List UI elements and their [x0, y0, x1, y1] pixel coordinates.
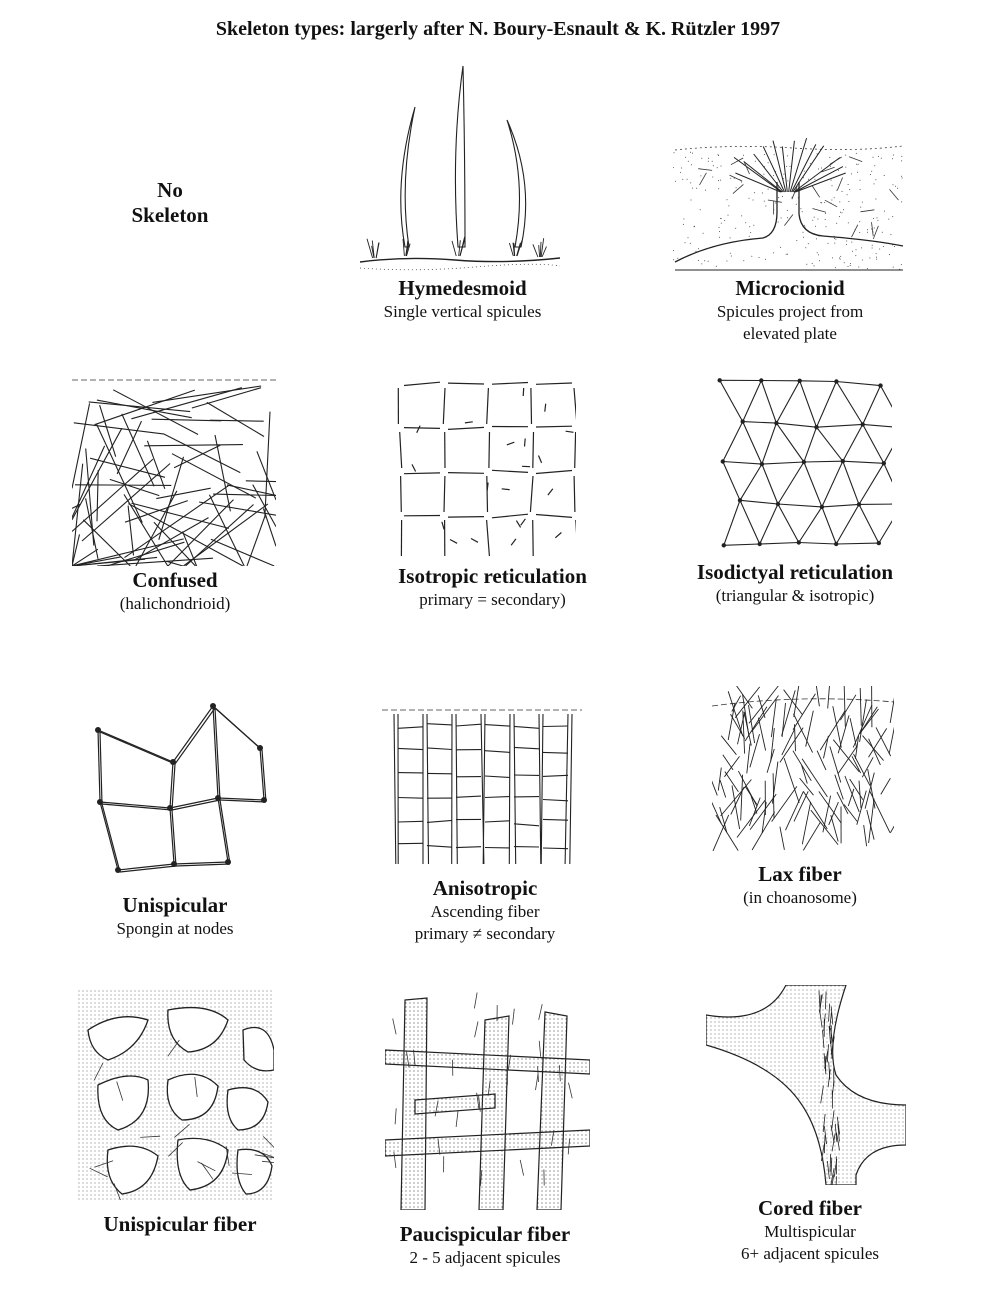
anisotropic-illustration	[382, 704, 582, 868]
caption-title: Isotropic reticulation	[398, 564, 587, 588]
caption-sub2: primary ≠ secondary	[414, 924, 556, 943]
cored-fiber-caption	[690, 1196, 930, 1265]
confused-caption	[60, 568, 290, 615]
caption-sub1: Single vertical spicules	[383, 302, 542, 321]
caption-title-line2: Skeleton	[131, 203, 209, 227]
paucispicular-fiber-caption	[360, 1222, 610, 1269]
caption-title: Cored fiber	[757, 1196, 862, 1220]
caption-title: No	[157, 178, 183, 202]
lax-fiber-illustration	[712, 686, 894, 858]
caption-sub1: primary = secondary)	[419, 590, 566, 609]
caption-title: Hymedesmoid	[398, 276, 527, 300]
cored-fiber-illustration	[706, 985, 906, 1185]
caption-sub2: elevated plate	[743, 324, 837, 343]
caption-title: Unispicular fiber	[103, 1212, 257, 1236]
caption-title: Microcionid	[735, 276, 845, 300]
caption-title: Paucispicular fiber	[399, 1222, 571, 1246]
caption-sub2: 6+ adjacent spicules	[741, 1244, 879, 1263]
caption-sub1: Spongin at nodes	[116, 919, 234, 938]
isotropic-reticulation-caption	[360, 564, 625, 611]
hymedesmoid-illustration	[355, 62, 565, 277]
no-skeleton-caption	[110, 178, 230, 228]
caption-sub1: Ascending fiber	[430, 902, 540, 921]
caption-title: Unispicular	[122, 893, 228, 917]
paucispicular-fiber-illustration	[385, 990, 590, 1210]
isodictyal-reticulation-caption	[670, 560, 920, 607]
confused-illustration	[72, 376, 276, 566]
caption-title: Confused	[132, 568, 218, 592]
page-title: Skeleton types: largerly after N. Boury-Esnault & K. Rützler 1997	[215, 18, 781, 40]
unispicular-caption	[60, 893, 290, 940]
caption-sub1: 2 - 5 adjacent spicules	[409, 1248, 561, 1267]
caption-sub1: (triangular & isotropic)	[715, 586, 875, 605]
microcionid-illustration	[673, 122, 905, 272]
unispicular-fiber-illustration	[78, 990, 274, 1200]
lax-fiber-caption	[680, 862, 920, 909]
hymedesmoid-caption	[330, 276, 595, 323]
caption-title: Anisotropic	[432, 876, 538, 900]
anisotropic-caption	[355, 876, 615, 945]
caption-sub1: (halichondrioid)	[119, 594, 231, 613]
unispicular-fiber-caption	[60, 1212, 300, 1237]
caption-title: Isodictyal reticulation	[696, 560, 894, 584]
caption-sub1: (in choanosome)	[743, 888, 857, 907]
isotropic-reticulation-illustration	[396, 380, 576, 556]
caption-sub1: Spicules project from	[716, 302, 864, 321]
caption-sub1: Multispicular	[764, 1222, 856, 1241]
unispicular-illustration	[78, 692, 272, 878]
isodictyal-reticulation-illustration	[712, 376, 892, 552]
microcionid-caption	[660, 276, 920, 345]
caption-title: Lax fiber	[758, 862, 842, 886]
